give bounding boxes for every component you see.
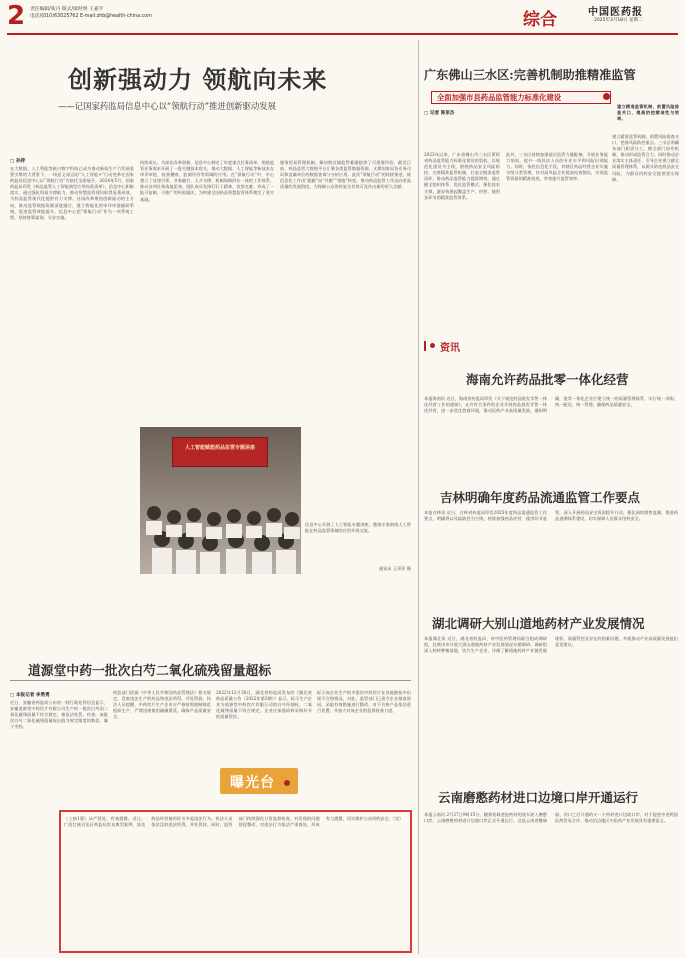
guangdong-col-2: 此外，三水区持续加强基层监管力量配备，开展业务能力培训，提升一线执法人员的专业水平和风险识别能力。同时，依托信息化手段，对辖区药品经营企业实施分级分类管理，针对高风险企业提高检查频次，实现监管资源的精准投放，有效提升监管效率。 bbox=[506, 152, 608, 182]
page-number: 2 bbox=[7, 1, 26, 31]
jilin-headline: 吉林明确年度药品流通监管工作要点 bbox=[440, 490, 641, 505]
highlight-body: （上接1版）从严惩处，有效震慑。近日，广西壮族自治区药监局发布典型案例，涉及药品经营使用环节多起违法行为。执法人员依法没收违法所得，并处罚款。同时，监管部门持续强化日常监督检查，对发现的问题督促整改，对违法行为依法严肃查处，形成有力震慑，切实维护公众用药安全。（完） bbox=[64, 816, 404, 828]
section-label: 综合 bbox=[523, 10, 557, 30]
editor-info bbox=[30, 6, 152, 20]
dosage-byline: □ 本报记者 李勇勇 bbox=[10, 693, 50, 698]
guangdong-subhead: 全面加强市县药品监管能力标准化建设 bbox=[437, 93, 562, 102]
photo-banner-text: 人工智能赋能药品监管专题讲座 bbox=[184, 445, 255, 451]
guangdong-byline: □ 记者 陈家杰 bbox=[424, 111, 455, 116]
contact-line: 电话/(010)63025762 E-mail:zhb@health-china.com bbox=[30, 14, 152, 19]
lead-col-3: 服务贸易管理机制，解决跨区域监管难题提供了可借鉴经验。截至目前，药品监管大数据平台汇聚各类监管数据资源，支撑国家局各业务司局和直属单位的数据查询与分析应用。此次“领航行动”的持续推进，使信息化工作由“跟跑”向“并跑”“领跑”转变，推动药品监管工作迈向更高质量的发展阶段，为保障公众用药安全有效可及作出新的更大贡献。 bbox=[280, 160, 411, 190]
column-rule bbox=[418, 40, 419, 954]
lead-col-2: 持续成长。为深化改革创新，信息中心制定了年度重点任务清单，围绕监管业务需求开展了一批关键技术攻关，推动大数据、人工智能等新技术在审评审批、检查稽查、监测评价等领域的应用。在“领航行动”中，中心建立了党建引领、业务融合、人才支撑、机制保障四位一体的工作体系，推动各项任务落地见效。团队成员发扬钉钉子精神，攻坚克难，形成了一批可复制、可推广的经验做法，为构建全国药品智慧监管体系奠定了坚实基础。 bbox=[140, 160, 274, 202]
jilin-body: 本报吉林讯 近日，吉林省药监局印发2025年度药品流通监管工作要点，明确将以风险防控为主线，持续加强药品经营、使用环节监管，深入开展药品安全巩固提升行动，强化网络销售监测，推进药品追溯体系建设，切实保障人民群众用药安全。 bbox=[424, 510, 678, 522]
hainan-body: 本报海南讯 近日，海南省药监局印发《关于规范药品批发零售一体化经营工作的通知》，允许符合条件的企业开展药品批发零售一体化经营，进一步优化营商环境，推动医药产业高质量发展。通知明确，批零一体化企业应建立统一的质量管理体系，实行统一采购、统一配送、统一管理，确保药品质量安全。 bbox=[424, 396, 678, 414]
guangdong-callout: 建立精准监管机制，前置风险排查关口，提高防控精准性与效率。 bbox=[617, 104, 679, 122]
news-label: 资讯 bbox=[440, 343, 460, 354]
photo-caption: 信息中心开展了人工智能专题讲座，邀请专家围绕人工智能在药品监管领域的应用开展交流。 bbox=[305, 522, 411, 534]
news-label-icon bbox=[430, 343, 435, 348]
lead-photo bbox=[140, 427, 301, 574]
lead-col-1: 在大数据、人工智能等新兴数字科技已成为推动新质生产力发展重要引擎的大背景下，一场意义深远的“人工智能+”行动变革在国家药监局信息中心以“领航行动”为依托全面展开。2024年5月，国家药监局印发《药品监管人工智能典型应用场景清单》，信息中心积极落实。通过强化科技支撑能力，推动智慧监管建设取得显著成效，为药品监管现代化提供有力支撑。这场改革聚焦创新驱动的主方向，推动监管数据资源深度融合，建立智能化的审评审批辅助系统，促进监管效能提升。信息中心把“领航行动”作为一项系统工程，坚持统筹谋划、分步实施。 bbox=[10, 166, 134, 220]
photo-audience bbox=[140, 427, 301, 574]
yunnan-body: 本报云南讯 2月27日9时15分，随着装载老挝药材的货车驶入磨憨口岸，云南磨憨药材进口边境口岸正式开通运行。这是云南省继瑞丽、河口之后开通的又一个药材进口边境口岸，对于促进中老两国医药贸易合作、推动沿边地区中医药产业发展具有重要意义。 bbox=[424, 812, 678, 824]
hainan-headline: 海南允许药品批零一体化经营 bbox=[466, 372, 629, 387]
dosage-col-3: 2022年12月30日，湖北省药监局发布的《湖北省药品质量公告（2022年第3期）》显示，标示生产企业为道源堂中药饮片有限公司的白芍经抽检，二氧化硫残留量不符合规定。企业应加强原料采购环节的质量管控。 bbox=[216, 690, 312, 720]
guangdong-headline: 广东佛山三水区:完善机制助推精准监管 bbox=[424, 68, 636, 82]
section-divider bbox=[10, 680, 411, 681]
lead-headline: 创新强动力 领航向未来 bbox=[68, 65, 328, 94]
guangdong-col-3: 建立精准监管机制，前置风险排查关口，把准风险防控重点。三水区明确各部门职责分工，健全部门协作机制，推动形成监管合力。同时推动企业落实主体责任，引导企业建立健全质量管理体系，从源头防范药品安全风险，为群众用药安全提供坚实保障。 bbox=[612, 134, 679, 182]
editor-line: 责任编辑/张丹 版式/梁时明 王嘉平 bbox=[30, 7, 104, 12]
issue-date: 2025年3月18日 星期二 bbox=[594, 18, 643, 23]
guangdong-col-1: 2023年以来，广东省佛山市三水区紧抓省药品监管能力标准化建设的契机，以规范化建设为主线，围绕药品安全风险防控，完善精准监管机制，打造全链条监管闭环，推动药品监管能力提质增效。通过健全组织体系、优化监管模式、强化技术支撑，逐步构建起覆盖生产、经营、使用各环节的精准监管体系。 bbox=[424, 152, 500, 200]
news-label-bar bbox=[424, 341, 426, 351]
exposure-badge-text: 曝光台 bbox=[230, 775, 275, 791]
header-rule bbox=[7, 33, 678, 35]
subhead-pointer-icon bbox=[603, 93, 610, 100]
badge-dot-icon bbox=[284, 780, 290, 786]
lead-byline: □ 孙萍 bbox=[10, 159, 26, 164]
lead-subhead: ——记国家药监局信息中心以“领航行动”推进创新驱动发展 bbox=[58, 101, 277, 111]
hubei-body: 本报湖北讯 近日，湖北省药监局、省中医药管理局联合组成调研组，赴黄冈市开展大别山道地药材产业发展情况专题调研。调研组深入药材种植基地、饮片生产企业，详细了解道地药材产业链发展现状、质量管控及存在的困难问题，并就推动产业高质量发展提出意见建议。 bbox=[424, 636, 678, 654]
paper-name: 中国医药报 bbox=[588, 7, 643, 18]
dosage-col-4: 标示该企业生产的多批次中药饮片在各地抽检中出现不合格情况。对此，监管部门已责令企业排查原因，采取有效措施进行整改，对不合格产品依法进行处置，并加大对该企业的监督检查力度。 bbox=[317, 690, 411, 714]
hubei-headline: 湖北调研大别山道地药材产业发展情况 bbox=[432, 616, 645, 631]
photo-credit: 通讯员 王萍萍 摄 bbox=[379, 566, 411, 571]
dosage-col-1: 近日，安徽省药监局公布的一则行政处罚信息显示，安徽道源堂中药饮片有限公司生产的一批次白芍因二氧化硫残留量不符合规定，被依法处罚。经查，该批次白芍二氧化硫残留量检出值为规定限度的数倍，属于劣药。 bbox=[10, 700, 108, 730]
yunnan-headline: 云南磨憨药材进口边境口岸开通运行 bbox=[438, 790, 639, 805]
dosage-headline: 道源堂中药一批次白芍二氧化硫残留量超标 bbox=[28, 664, 272, 679]
dosage-col-2: 药监部门依据《中华人民共和国药品管理法》相关规定，没收违法生产的药品和违法所得，并处罚款。执法人员提醒，中药饮片生产企业应严格按照炮制规范组织生产，严禁违规使用硫磺熏蒸，确保产品质量安全。 bbox=[113, 690, 211, 720]
